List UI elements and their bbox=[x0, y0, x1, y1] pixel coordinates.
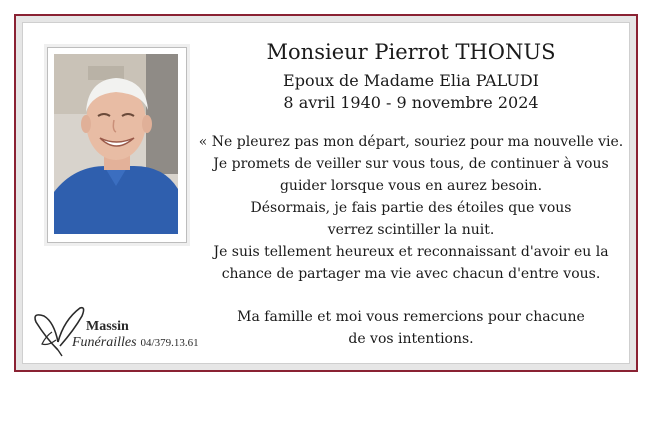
quote-line: Désormais, je fais partie des étoiles que vous bbox=[250, 200, 572, 216]
thanks-line: de vos intentions. bbox=[348, 331, 474, 347]
thanks-line: Ma famille et moi vous remercions pour chacune bbox=[237, 309, 585, 325]
logo-phone: 04/379.13.61 bbox=[140, 337, 199, 349]
portrait-photo bbox=[54, 54, 178, 234]
thanks-block bbox=[193, 306, 629, 350]
quote-line: Je suis tellement heureux et reconnaissant d'avoir eu la bbox=[213, 244, 609, 260]
quote-line: Je promets de veiller sur vous tous, de continuer à vous bbox=[213, 156, 609, 172]
quote-line: guider lorsque vous en aurez besoin. bbox=[279, 178, 543, 194]
portrait-frame bbox=[47, 47, 187, 243]
life-dates: 8 avril 1940 - 9 novembre 2024 bbox=[283, 93, 539, 112]
quote-line: chance de partager ma vie avec chacun d'entre vous. bbox=[221, 266, 601, 282]
quote-line: verrez scintiller la nuit. bbox=[327, 222, 495, 238]
funeral-home-logo bbox=[28, 302, 228, 362]
quote-block bbox=[193, 131, 629, 285]
logo-subtitle bbox=[72, 335, 199, 351]
portrait-illustration bbox=[54, 54, 178, 234]
deceased-name: Monsieur Pierrot THONUS bbox=[266, 40, 556, 64]
logo-brand: Massin bbox=[86, 319, 129, 334]
logo-sub-text: Funérailles bbox=[72, 335, 137, 350]
notice-text bbox=[193, 33, 629, 350]
quote-line: « Ne pleurez pas mon départ, souriez pour ma nouvelle vie. bbox=[198, 134, 624, 150]
spouse-line: Epoux de Madame Elia PALUDI bbox=[283, 71, 539, 90]
